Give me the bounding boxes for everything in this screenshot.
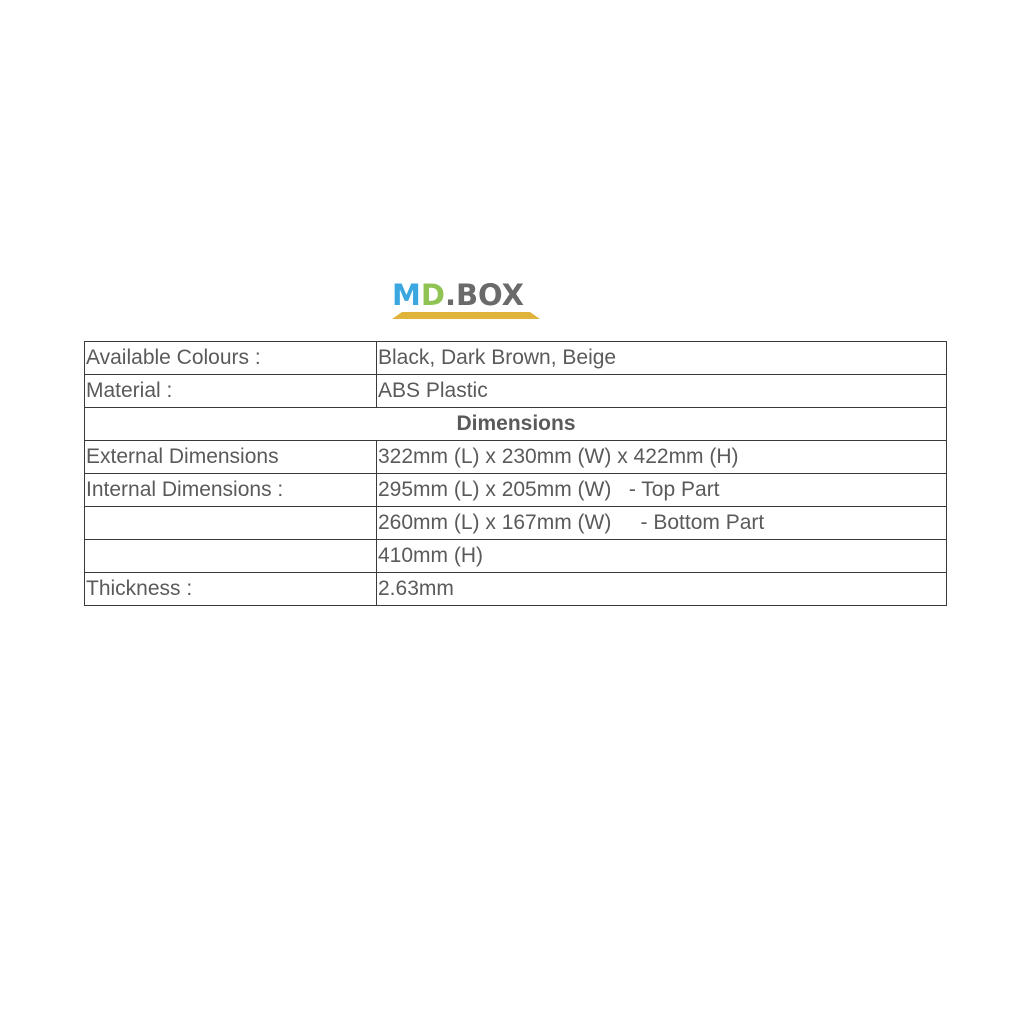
brand-logo — [392, 278, 542, 322]
logo-box-text: .BOX — [444, 278, 525, 312]
row-value: 295mm (L) x 205mm (W) - Top Part — [377, 474, 947, 507]
row-value: 260mm (L) x 167mm (W) - Bottom Part — [377, 507, 947, 540]
row-value: ABS Plastic — [377, 375, 947, 408]
specification-table — [84, 341, 947, 606]
row-label: Material : — [85, 375, 377, 408]
table-row-thickness — [85, 573, 947, 606]
row-label: Internal Dimensions : — [85, 474, 377, 507]
table-row-internal-height — [85, 540, 947, 573]
row-value: 322mm (L) x 230mm (W) x 422mm (H) — [377, 441, 947, 474]
logo-letter-d: D — [420, 278, 445, 312]
table-row-internal-dimensions-bottom — [85, 507, 947, 540]
section-title-dimensions: Dimensions — [85, 408, 947, 441]
row-label — [85, 507, 377, 540]
row-label: External Dimensions — [85, 441, 377, 474]
table-row-material — [85, 375, 947, 408]
logo-wordmark — [392, 278, 524, 312]
row-label — [85, 540, 377, 573]
table-section-header — [85, 408, 947, 441]
row-label: Available Colours : — [85, 342, 377, 375]
row-label: Thickness : — [85, 573, 377, 606]
logo-letter-m: M — [392, 278, 421, 312]
row-value: 2.63mm — [377, 573, 947, 606]
table-row-colours — [85, 342, 947, 375]
table-row-external-dimensions — [85, 441, 947, 474]
logo-underline-bar — [392, 312, 542, 320]
table-row-internal-dimensions-top — [85, 474, 947, 507]
row-value: Black, Dark Brown, Beige — [377, 342, 947, 375]
row-value: 410mm (H) — [377, 540, 947, 573]
